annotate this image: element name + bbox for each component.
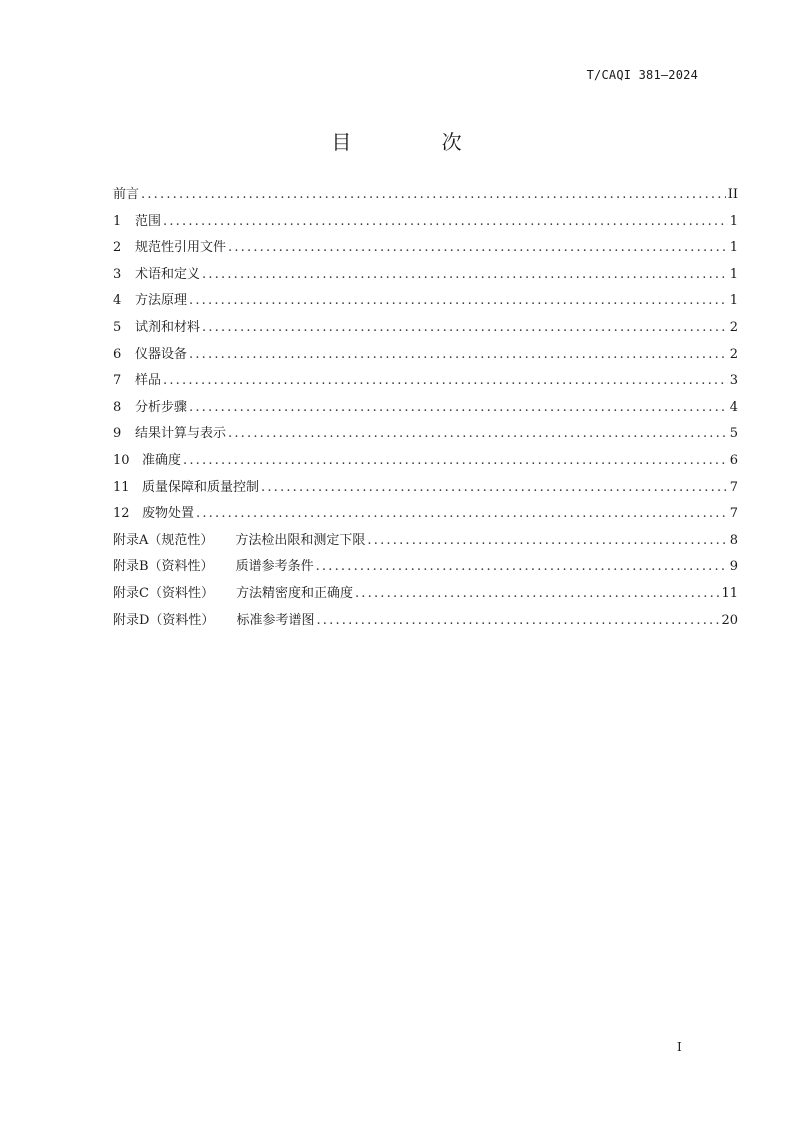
toc-entry-results[interactable] [113, 421, 738, 448]
toc-entry-label: 术语和定义 [135, 266, 201, 282]
toc-entry-page: 3 [729, 373, 738, 389]
toc-entry-page: 8 [729, 532, 738, 548]
toc-entry-number: 7 [113, 373, 122, 389]
toc-entry-annex-b[interactable] [113, 554, 738, 581]
toc-entry-label: 标准参考谱图 [236, 612, 315, 628]
dot-leader [163, 368, 728, 395]
toc-entry-number: 10 [113, 452, 130, 468]
toc-entry-page: 20 [721, 612, 738, 628]
toc-entry-quality-control[interactable] [113, 475, 738, 502]
toc-entry-page: 5 [729, 426, 738, 442]
toc-entry-number: 2 [113, 240, 122, 256]
page-number: I [677, 1040, 682, 1054]
toc-entry-accuracy[interactable] [113, 448, 738, 475]
toc-entry-number: 4 [113, 293, 122, 309]
toc-entry-waste-disposal[interactable] [113, 501, 738, 528]
dot-leader [355, 581, 719, 608]
toc-entry-number: 8 [113, 399, 122, 415]
toc-entry-label: 方法原理 [135, 293, 188, 309]
toc-entry-label: 结果计算与表示 [135, 426, 227, 442]
dot-leader [163, 209, 728, 236]
dot-leader [228, 421, 728, 448]
dot-leader [196, 501, 728, 528]
dot-leader [316, 554, 728, 581]
toc-entry-procedure[interactable] [113, 395, 738, 422]
toc-entry-annex-a[interactable] [113, 528, 738, 555]
toc-entry-page: II [727, 187, 738, 202]
dot-leader [189, 342, 728, 369]
toc-entry-number: 附录C（资料性） [113, 585, 214, 601]
toc-entry-label: 质量保障和质量控制 [142, 479, 260, 495]
toc-entry-scope[interactable] [113, 209, 738, 236]
toc-entry-label: 前言 [113, 187, 140, 202]
toc-entry-number: 3 [113, 266, 122, 282]
dot-leader [316, 608, 719, 635]
toc-entry-number: 12 [113, 506, 130, 522]
toc-entry-number: 1 [113, 213, 122, 229]
toc-entry-label: 分析步骤 [135, 399, 188, 415]
toc-entry-annex-c[interactable] [113, 581, 738, 608]
toc-entry-page: 2 [729, 319, 738, 335]
toc-entry-label: 样品 [135, 373, 162, 389]
toc-entry-page: 6 [729, 452, 738, 468]
document-code: T/CAQI 381—2024 [586, 68, 698, 82]
dot-leader [202, 262, 728, 289]
toc-entry-page: 7 [729, 506, 738, 522]
toc-entry-apparatus[interactable] [113, 342, 738, 369]
dot-leader [183, 448, 728, 475]
toc-entry-page: 9 [729, 559, 738, 575]
toc-entry-reagents[interactable] [113, 315, 738, 342]
toc-entry-page: 1 [729, 213, 738, 229]
toc-entry-samples[interactable] [113, 368, 738, 395]
toc-entry-label: 方法检出限和测定下限 [235, 532, 366, 548]
toc-entry-page: 1 [729, 266, 738, 282]
toc-entry-number: 附录D（资料性） [113, 612, 215, 628]
toc-entry-number: 附录A（规范性） [113, 532, 214, 548]
dot-leader [189, 395, 728, 422]
toc-entry-page: 1 [729, 240, 738, 256]
toc-entry-annex-d[interactable] [113, 608, 738, 635]
toc-entry-number: 9 [113, 426, 122, 442]
toc-entry-page: 4 [729, 399, 738, 415]
dot-leader [367, 528, 727, 555]
toc-entry-page: 7 [729, 479, 738, 495]
toc-entry-label: 准确度 [142, 452, 182, 468]
toc-entry-page: 11 [721, 585, 738, 601]
toc-entry-label: 方法精密度和正确度 [235, 585, 353, 601]
toc-entry-page: 1 [729, 293, 738, 309]
toc-entry-label: 质谱参考条件 [235, 559, 314, 575]
toc-entry-label: 试剂和材料 [135, 319, 201, 335]
toc-entry-number: 11 [113, 479, 130, 495]
toc-entry-terms-definitions[interactable] [113, 262, 738, 289]
toc-entry-principle[interactable] [113, 288, 738, 315]
dot-leader [261, 475, 728, 502]
dot-leader [228, 235, 728, 262]
toc-entry-normative-references[interactable] [113, 235, 738, 262]
dot-leader [202, 315, 728, 342]
toc-entry-label: 范围 [135, 213, 162, 229]
toc-title: 目 次 [331, 130, 504, 154]
dot-leader [189, 288, 728, 315]
toc-entry-number: 附录B（资料性） [113, 559, 214, 575]
dot-leader [141, 182, 726, 209]
toc-entry-label: 仪器设备 [135, 346, 188, 362]
toc-entry-foreword[interactable] [113, 182, 738, 209]
toc-entry-label: 规范性引用文件 [135, 240, 227, 256]
toc-entry-label: 废物处置 [142, 506, 195, 522]
table-of-contents [113, 182, 738, 634]
toc-entry-number: 6 [113, 346, 122, 362]
toc-entry-page: 2 [729, 346, 738, 362]
toc-entry-number: 5 [113, 319, 122, 335]
